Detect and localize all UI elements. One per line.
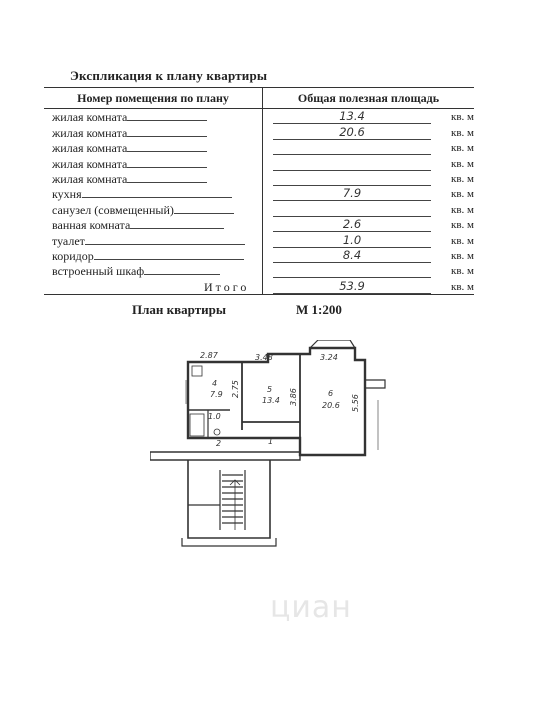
toilet-fixture: [214, 429, 220, 435]
explication-total-row: [44, 278, 474, 294]
room-name-cell: [44, 232, 263, 247]
explication-row: [44, 201, 474, 216]
fill-line: [127, 151, 207, 152]
room6-area: 20.6: [322, 401, 340, 410]
unit-label: кв. м: [451, 188, 474, 201]
explication-table: [44, 87, 474, 295]
explication-title: Экспликация к плану квартиры: [70, 68, 268, 83]
room-area: 1.0: [273, 233, 431, 248]
stair-divider: [220, 470, 245, 530]
unit-cell: [449, 155, 474, 170]
landing-wall: [150, 452, 300, 460]
unit-label: кв. м: [451, 234, 474, 247]
room-name-cell: [44, 201, 263, 216]
room-area-cell: [263, 171, 449, 186]
room-area-cell: [263, 140, 449, 155]
room-name: встроенный шкаф: [52, 264, 145, 279]
room-name: жилая комната: [52, 156, 128, 171]
room-area: [273, 140, 431, 155]
room-name: коридор: [52, 248, 94, 263]
room-name-cell: [44, 263, 263, 278]
room5-area: 13.4: [262, 396, 280, 405]
room-area-cell: [263, 155, 449, 170]
unit-label: кв. м: [451, 249, 474, 262]
room-area-cell: [263, 263, 449, 278]
unit-cell: [449, 217, 474, 232]
fill-line: [82, 197, 232, 198]
room5-width-label: 3.48: [255, 353, 273, 362]
unit-cell: [449, 140, 474, 155]
explication-row: [44, 155, 474, 170]
bathtub: [190, 414, 204, 436]
total-label: Итого: [204, 279, 250, 294]
room-name-cell: [44, 171, 263, 186]
fill-line: [144, 274, 220, 275]
room-area-cell: [263, 248, 449, 263]
room-area: [273, 263, 431, 278]
room-name-cell: [44, 248, 263, 263]
unit-label: кв. м: [451, 142, 474, 155]
right-ledge: [365, 380, 385, 388]
kitchen-area: 7.9: [210, 390, 223, 399]
kitchen-depth-label: 2.75: [231, 380, 240, 398]
room-name: жилая комната: [52, 125, 128, 140]
room-name-cell: [44, 155, 263, 170]
unit-label: кв. м: [451, 265, 474, 278]
col-area-header: Общая полезная площадь: [263, 88, 475, 109]
room-area-cell: [263, 186, 449, 201]
total-area-cell: [263, 278, 449, 294]
unit-label: кв. м: [451, 172, 474, 185]
unit-label: кв. м: [451, 157, 474, 170]
room-area: [273, 171, 431, 186]
fill-line: [127, 120, 207, 121]
room-area-cell: [263, 124, 449, 139]
fill-line: [127, 182, 207, 183]
plan-scale: М 1:200: [296, 302, 342, 317]
room6-width-label: 3.24: [320, 353, 338, 362]
explication-row: [44, 263, 474, 278]
unit-cell: [449, 263, 474, 278]
unit-cell: [449, 109, 474, 125]
unit-label: кв. м: [451, 126, 474, 139]
unit-cell: [449, 124, 474, 139]
explication-row: [44, 140, 474, 155]
explication-row: [44, 109, 474, 125]
unit-label: кв. м: [451, 280, 474, 293]
room-name-cell: [44, 140, 263, 155]
room-area: [273, 202, 431, 217]
corridor-number: 1: [268, 437, 274, 446]
watermark: циан: [270, 590, 352, 625]
kitchen-number: 4: [212, 379, 218, 388]
room-area: 7.9: [273, 186, 431, 201]
bottom-ledge: [182, 538, 276, 546]
room-name: жилая комната: [52, 110, 128, 125]
total-area: 53.9: [273, 279, 431, 294]
unit-label: кв. м: [451, 203, 474, 216]
fill-line: [94, 259, 244, 260]
room5-depth-label: 3.86: [289, 388, 298, 406]
col-room-header: Номер помещения по плану: [44, 88, 263, 109]
room6-number: 6: [328, 389, 334, 398]
room-area: 13.4: [273, 109, 431, 124]
fill-line: [174, 213, 234, 214]
room-name: ванная комната: [52, 218, 131, 233]
room-name-cell: [44, 186, 263, 201]
room-area: 2.6: [273, 217, 431, 232]
room-area: 20.6: [273, 125, 431, 140]
room-name-cell: [44, 217, 263, 232]
balcony: [310, 340, 355, 348]
toilet-area: 1.0: [208, 412, 221, 421]
explication-row: [44, 248, 474, 263]
unit-cell: [449, 186, 474, 201]
unit-label: кв. м: [451, 111, 474, 124]
fill-line: [127, 136, 207, 137]
room5-number: 5: [267, 385, 273, 394]
fill-line: [85, 244, 245, 245]
explication-row: [44, 217, 474, 232]
explication-row: [44, 186, 474, 201]
room-area-cell: [263, 232, 449, 247]
explication-row: [44, 232, 474, 247]
room-area-cell: [263, 109, 449, 125]
unit-label: кв. м: [451, 219, 474, 232]
apartment-floor-plan: [150, 340, 400, 560]
fill-line: [127, 167, 207, 168]
room6-depth-label: 5.56: [351, 394, 360, 412]
room-area-cell: [263, 201, 449, 216]
total-label-cell: [44, 278, 263, 294]
unit-cell: [449, 278, 474, 294]
stove: [192, 366, 202, 376]
unit-cell: [449, 201, 474, 216]
unit-cell: [449, 232, 474, 247]
plan-title: План квартиры: [132, 302, 226, 317]
room-name-cell: [44, 109, 263, 125]
room-area: [273, 156, 431, 171]
explication-body: [44, 109, 474, 295]
room-name: жилая комната: [52, 171, 128, 186]
explication-header-row: [44, 88, 474, 109]
unit-cell: [449, 171, 474, 186]
room-name: санузел (совмещенный): [52, 202, 174, 217]
bath-number: 2: [216, 439, 222, 448]
room-name: жилая комната: [52, 141, 128, 156]
kitchen-width-label: 2.87: [200, 351, 218, 360]
unit-cell: [449, 248, 474, 263]
room-name: туалет: [52, 233, 85, 248]
room-area: 8.4: [273, 248, 431, 263]
explication-row: [44, 124, 474, 139]
room-area-cell: [263, 217, 449, 232]
explication-row: [44, 171, 474, 186]
fill-line: [130, 228, 224, 229]
room-name-cell: [44, 124, 263, 139]
room-name: кухня: [52, 187, 82, 202]
